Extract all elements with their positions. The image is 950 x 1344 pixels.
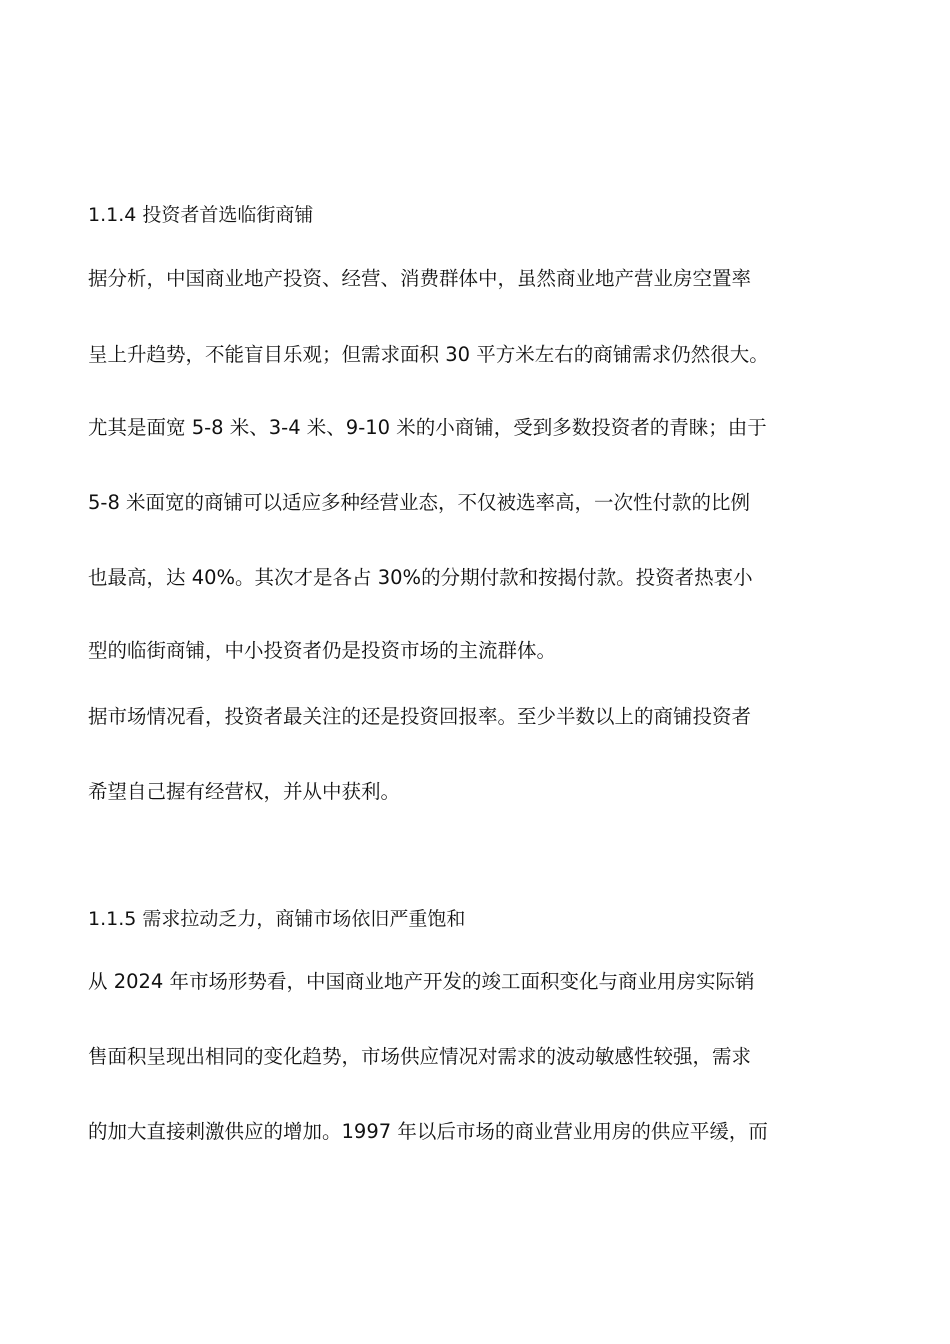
paragraph-line: 的加大直接刺激供应的增加。1997 年以后市场的商业营业用房的供应平缓，而 bbox=[88, 1120, 768, 1143]
paragraph-line: 尤其是面宽 5-8 米、3-4 米、9-10 米的小商铺，受到多数投资者的青睐；由于 bbox=[88, 416, 767, 439]
paragraph-line: 呈上升趋势，不能盲目乐观；但需求面积 30 平方米左右的商铺需求仍然很大。 bbox=[88, 343, 769, 366]
paragraph-line: 型的临街商铺，中小投资者仍是投资市场的主流群体。 bbox=[88, 639, 557, 662]
paragraph-line: 据市场情况看，投资者最关注的还是投资回报率。至少半数以上的商铺投资者 bbox=[88, 705, 752, 728]
paragraph-line: 售面积呈现出相同的变化趋势，市场供应情况对需求的波动敏感性较强，需求 bbox=[88, 1045, 752, 1068]
paragraph-line: 也最高，达 40%。其次才是各占 30%的分期付款和按揭付款。投资者热衷小 bbox=[88, 566, 753, 589]
paragraph-line: 从 2024 年市场形势看，中国商业地产开发的竣工面积变化与商业用房实际销 bbox=[88, 970, 755, 993]
section-heading-1-1-4: 1.1.4 投资者首选临街商铺 bbox=[88, 204, 314, 226]
paragraph-line: 希望自己握有经营权，并从中获利。 bbox=[88, 780, 401, 803]
section-heading-1-1-5: 1.1.5 需求拉动乏力，商铺市场依旧严重饱和 bbox=[88, 908, 466, 930]
paragraph-line: 5-8 米面宽的商铺可以适应多种经营业态，不仅被选率高，一次性付款的比例 bbox=[88, 491, 751, 514]
paragraph-line: 据分析，中国商业地产投资、经营、消费群体中，虽然商业地产营业房空置率 bbox=[88, 267, 752, 290]
